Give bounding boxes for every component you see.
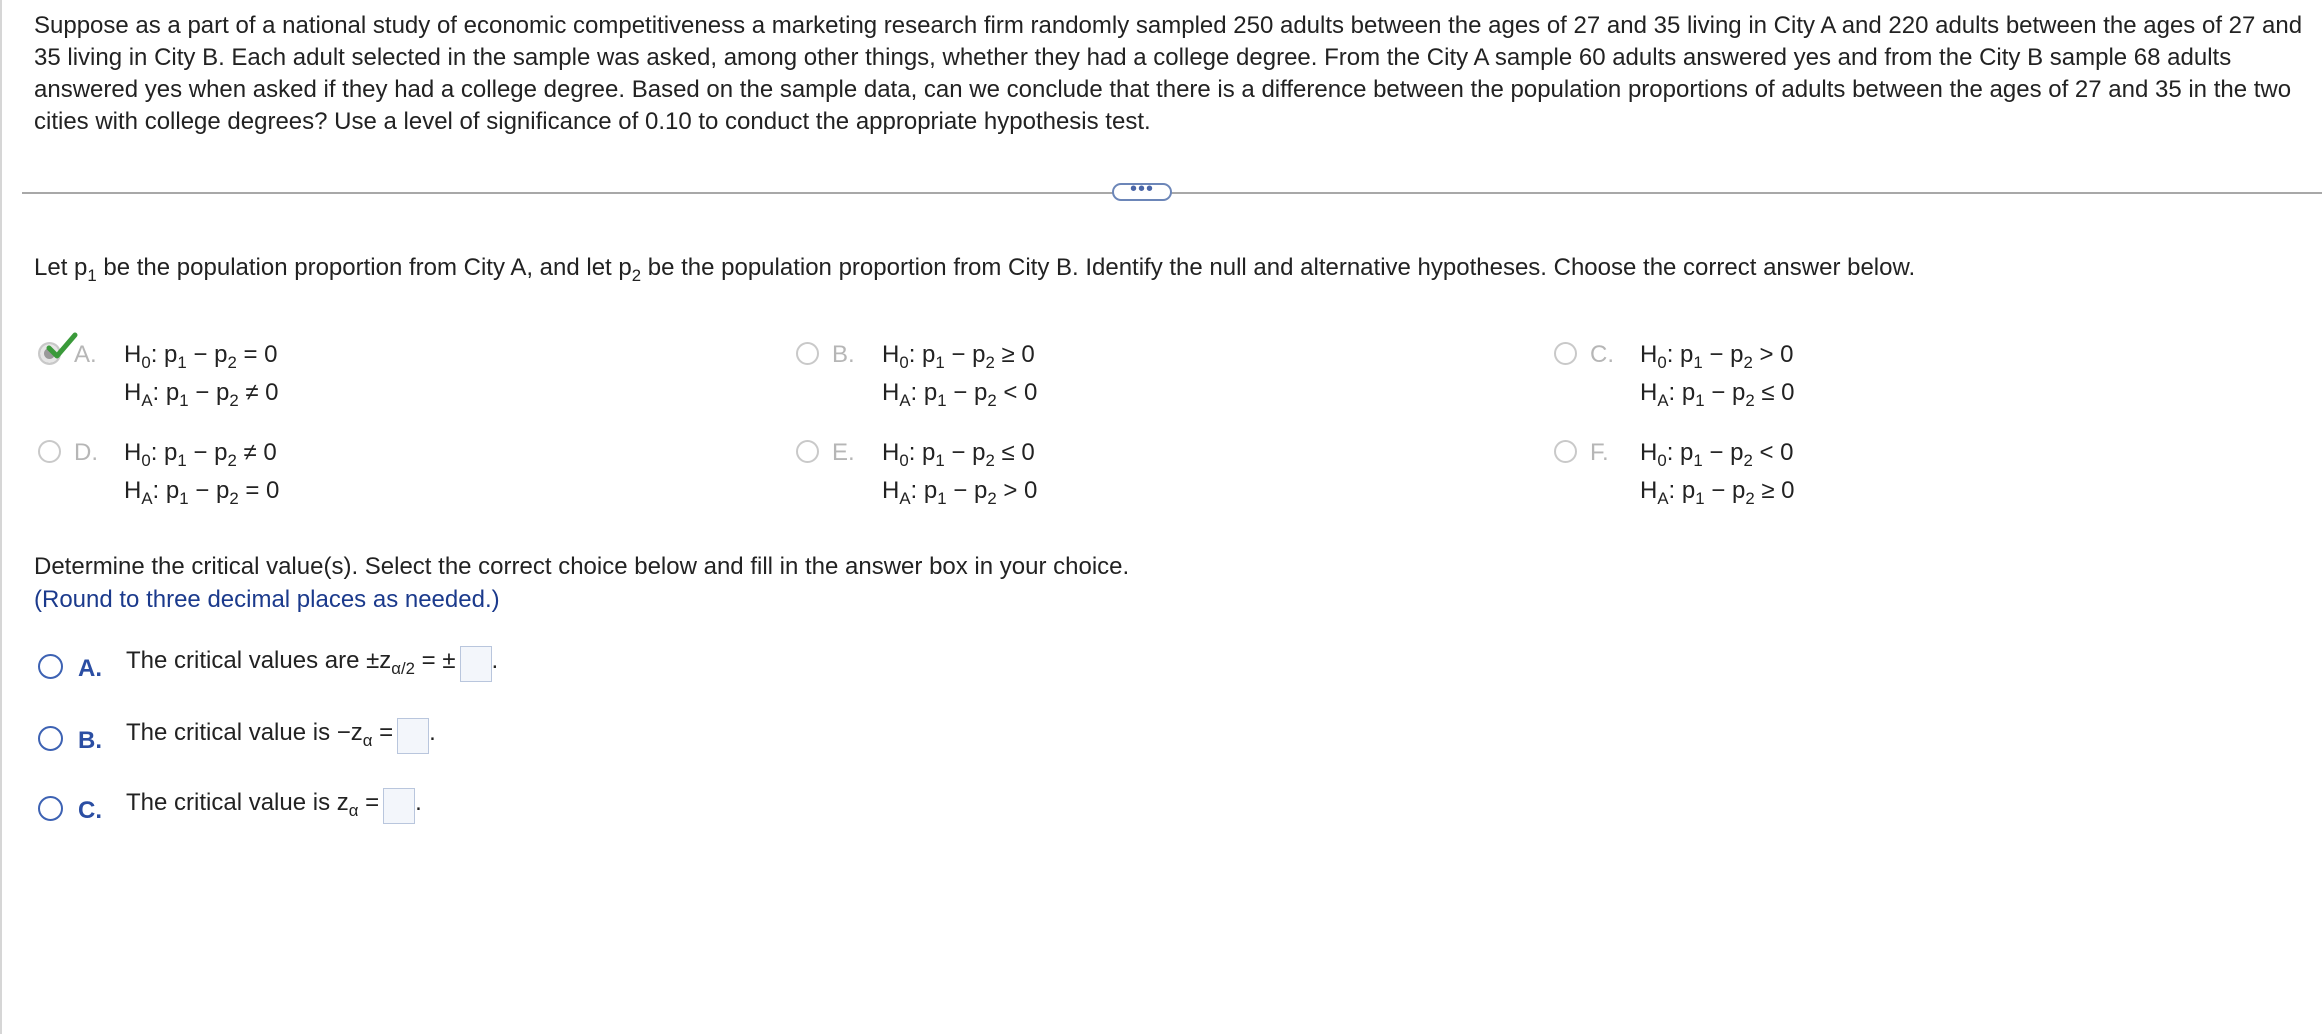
colon: : — [150, 439, 165, 466]
h-symbol: H — [1640, 439, 1658, 466]
radio-button[interactable] — [38, 440, 61, 463]
minus-sign: − — [946, 379, 974, 406]
h-subscript: 0 — [1657, 353, 1667, 372]
choice-text — [126, 646, 498, 682]
p-symbol: p — [1730, 439, 1744, 466]
alternative-hypothesis — [882, 378, 1037, 408]
answer-input[interactable] — [383, 788, 415, 824]
hypothesis-value: 0 — [1781, 477, 1795, 504]
equals-sign: = — [372, 719, 394, 746]
p-symbol: p — [1681, 477, 1696, 504]
p-subscript: 1 — [1693, 353, 1703, 372]
h-symbol: H — [124, 439, 142, 466]
alternative-hypothesis — [1640, 476, 1795, 506]
p-subscript: 2 — [229, 391, 239, 410]
hypothesis-question: Let $p_1$ be the population proportion from City A, and let $p_2$ be the population proportion from City B. Identify the null and alternative hypotheses. Choose the correct answer below. — [34, 254, 1916, 285]
h-subscript: 0 — [141, 353, 151, 372]
relation-operator: < — [1752, 439, 1781, 466]
option-letter: B. — [832, 341, 855, 368]
relation-operator: ≤ — [1754, 379, 1782, 406]
radio-button[interactable] — [38, 654, 63, 679]
p-symbol: p — [214, 439, 228, 466]
h-subscript: A — [141, 489, 153, 508]
hypothesis-value: 0 — [266, 477, 280, 504]
colon: : — [152, 379, 166, 406]
p-subscript: 2 — [985, 353, 995, 372]
relation-operator: < — [996, 379, 1025, 406]
h-subscript: A — [1657, 489, 1669, 508]
p-symbol: p — [215, 477, 230, 504]
null-hypothesis — [882, 438, 1035, 468]
left-border — [0, 0, 2, 1034]
answer-input[interactable] — [460, 646, 492, 682]
more-options-button[interactable]: ••• — [1112, 183, 1172, 201]
null-hypothesis — [124, 438, 277, 468]
p-symbol: p — [1731, 379, 1746, 406]
alternative-hypothesis — [1640, 378, 1795, 408]
p-symbol: p — [922, 439, 936, 466]
radio-button[interactable] — [1554, 342, 1577, 365]
p-symbol: p — [165, 379, 180, 406]
hypothesis-value: 0 — [1780, 439, 1794, 466]
p-symbol: p — [1681, 379, 1696, 406]
p-symbol: p — [164, 439, 178, 466]
colon: : — [908, 341, 923, 368]
p-subscript: 1 — [1695, 391, 1705, 410]
option-letter: E. — [832, 439, 855, 466]
minus-sign: − — [944, 341, 973, 368]
null-hypothesis — [882, 340, 1035, 370]
alternative-hypothesis — [882, 476, 1037, 506]
colon: : — [910, 477, 924, 504]
hypothesis-value: 0 — [1024, 477, 1038, 504]
null-hypothesis — [1640, 438, 1794, 468]
period: . — [415, 789, 422, 816]
h-subscript: 0 — [141, 451, 151, 470]
relation-operator: ≤ — [994, 439, 1022, 466]
colon: : — [150, 341, 165, 368]
p-subscript: 1 — [937, 489, 947, 508]
p-symbol: p — [215, 379, 230, 406]
h-symbol: H — [882, 341, 900, 368]
p-symbol: p — [214, 341, 228, 368]
z-subscript: α/2 — [391, 659, 415, 678]
p-symbol: p — [973, 379, 988, 406]
p-subscript: 2 — [229, 489, 239, 508]
h-symbol: H — [124, 379, 142, 406]
hypothesis-value: 0 — [265, 379, 279, 406]
minus-sign: − — [1704, 477, 1732, 504]
problem-statement: Suppose as a part of a national study of economic competitiveness a marketing research firm randomly sampled 250 adults between the ages of 27 and 35 living in City A and 220 adults between the ages of 27 and 35 living in City B. Each adult selected in the sample was asked, among other things, whether they had a college degree. From the City A sample 60 adults answered yes and from the City B sample 68 adults answered yes when asked if they had a college degree. Based on the sample data, can we conclude that there is a difference between the population proportions of adults between the ages of 27 and 35 in the two cities with college degrees? Use a level of significance of 0.10 to conduct the appropriate hypothesis test. — [34, 12, 2303, 135]
option-letter: A. — [74, 341, 97, 368]
hypothesis-value: 0 — [1781, 379, 1795, 406]
radio-button[interactable] — [1554, 440, 1577, 463]
period: . — [429, 719, 436, 746]
p-subscript: 2 — [1743, 451, 1753, 470]
p-symbol: p — [164, 341, 178, 368]
answer-input[interactable] — [397, 718, 429, 754]
choice-label: The critical value is −z — [126, 719, 363, 746]
p-symbol: p — [923, 379, 938, 406]
colon: : — [1668, 477, 1682, 504]
p-symbol: p — [165, 477, 180, 504]
h-subscript: A — [899, 489, 911, 508]
relation-operator: = — [238, 477, 267, 504]
section-divider — [22, 192, 2322, 194]
h-subscript: A — [1657, 391, 1669, 410]
p-symbol: p — [1680, 439, 1694, 466]
h-subscript: 0 — [899, 353, 909, 372]
minus-sign: − — [186, 341, 215, 368]
p-subscript: 2 — [1743, 353, 1753, 372]
relation-operator: ≠ — [236, 439, 264, 466]
relation-operator: ≠ — [238, 379, 266, 406]
z-subscript: α — [362, 731, 373, 750]
option-letter: C. — [78, 797, 102, 824]
h-symbol: H — [882, 477, 900, 504]
z-subscript: α — [348, 801, 359, 820]
minus-sign: − — [188, 379, 216, 406]
relation-operator: > — [996, 477, 1025, 504]
choice-label: The critical values are ±z — [126, 647, 392, 674]
h-subscript: A — [141, 391, 153, 410]
p-subscript: 1 — [935, 451, 945, 470]
p-subscript: 2 — [987, 489, 997, 508]
p-subscript: 1 — [935, 353, 945, 372]
h-symbol: H — [1640, 477, 1658, 504]
colon: : — [908, 439, 923, 466]
h-symbol: H — [1640, 341, 1658, 368]
alternative-hypothesis — [124, 378, 279, 408]
p-subscript: 1 — [177, 353, 187, 372]
hypothesis-value: 0 — [1780, 341, 1794, 368]
p-subscript: 2 — [227, 353, 237, 372]
radio-button[interactable] — [38, 726, 63, 751]
p-symbol: p — [973, 477, 988, 504]
radio-button[interactable] — [796, 342, 819, 365]
p-subscript: 2 — [227, 451, 237, 470]
p-symbol: p — [972, 439, 986, 466]
choice-label: The critical value is z — [126, 789, 349, 816]
hypothesis-value: 0 — [263, 439, 277, 466]
h-symbol: H — [124, 341, 142, 368]
equals-sign: = — [358, 789, 380, 816]
relation-operator: > — [1752, 341, 1781, 368]
choice-text — [126, 718, 436, 754]
checkmark-icon — [46, 332, 78, 362]
minus-sign: − — [1704, 379, 1732, 406]
p-subscript: 1 — [179, 391, 189, 410]
p-subscript: 2 — [987, 391, 997, 410]
minus-sign: − — [188, 477, 216, 504]
minus-sign: − — [1702, 439, 1731, 466]
p-symbol: p — [972, 341, 986, 368]
minus-sign: − — [944, 439, 973, 466]
p-subscript: 2 — [1745, 489, 1755, 508]
h-subscript: 0 — [899, 451, 909, 470]
p-symbol: p — [1731, 477, 1746, 504]
h-subscript: 0 — [1657, 451, 1667, 470]
p-subscript: 2 — [985, 451, 995, 470]
p-symbol: p — [1730, 341, 1744, 368]
critical-value-question: Determine the critical value(s). Select the correct choice below and fill in the answer box in your choice. — [34, 553, 1130, 580]
option-letter: D. — [74, 439, 98, 466]
p-subscript: 1 — [937, 391, 947, 410]
hypothesis-value: 0 — [1021, 439, 1035, 466]
relation-operator: ≥ — [1754, 477, 1782, 504]
hypothesis-value: 0 — [1021, 341, 1035, 368]
h-symbol: H — [882, 439, 900, 466]
option-letter: F. — [1590, 439, 1609, 466]
option-letter: B. — [78, 727, 102, 754]
alternative-hypothesis — [124, 476, 279, 506]
hypothesis-value: 0 — [1024, 379, 1038, 406]
radio-button[interactable] — [796, 440, 819, 463]
option-letter: A. — [78, 655, 102, 682]
minus-sign: − — [946, 477, 974, 504]
null-hypothesis — [1640, 340, 1794, 370]
equals-sign: = ± — [414, 647, 456, 674]
colon: : — [1666, 439, 1681, 466]
option-letter: C. — [1590, 341, 1614, 368]
colon: : — [1666, 341, 1681, 368]
minus-sign: − — [186, 439, 215, 466]
h-subscript: A — [899, 391, 911, 410]
radio-button[interactable] — [38, 796, 63, 821]
null-hypothesis — [124, 340, 278, 370]
p-symbol: p — [1680, 341, 1694, 368]
p-subscript: 1 — [179, 489, 189, 508]
p-symbol: p — [923, 477, 938, 504]
h-symbol: H — [124, 477, 142, 504]
hypothesis-value: 0 — [264, 341, 278, 368]
period: . — [491, 647, 499, 674]
h-symbol: H — [882, 379, 900, 406]
colon: : — [910, 379, 924, 406]
colon: : — [1668, 379, 1682, 406]
p-subscript: 1 — [177, 451, 187, 470]
p-symbol: p — [922, 341, 936, 368]
colon: : — [152, 477, 166, 504]
p-subscript: 2 — [1745, 391, 1755, 410]
p-subscript: 1 — [1693, 451, 1703, 470]
choice-text — [126, 788, 422, 824]
relation-operator: ≥ — [994, 341, 1022, 368]
minus-sign: − — [1702, 341, 1731, 368]
rounding-hint: (Round to three decimal places as needed.) — [34, 586, 500, 613]
h-symbol: H — [1640, 379, 1658, 406]
p-subscript: 1 — [1695, 489, 1705, 508]
relation-operator: = — [236, 341, 265, 368]
